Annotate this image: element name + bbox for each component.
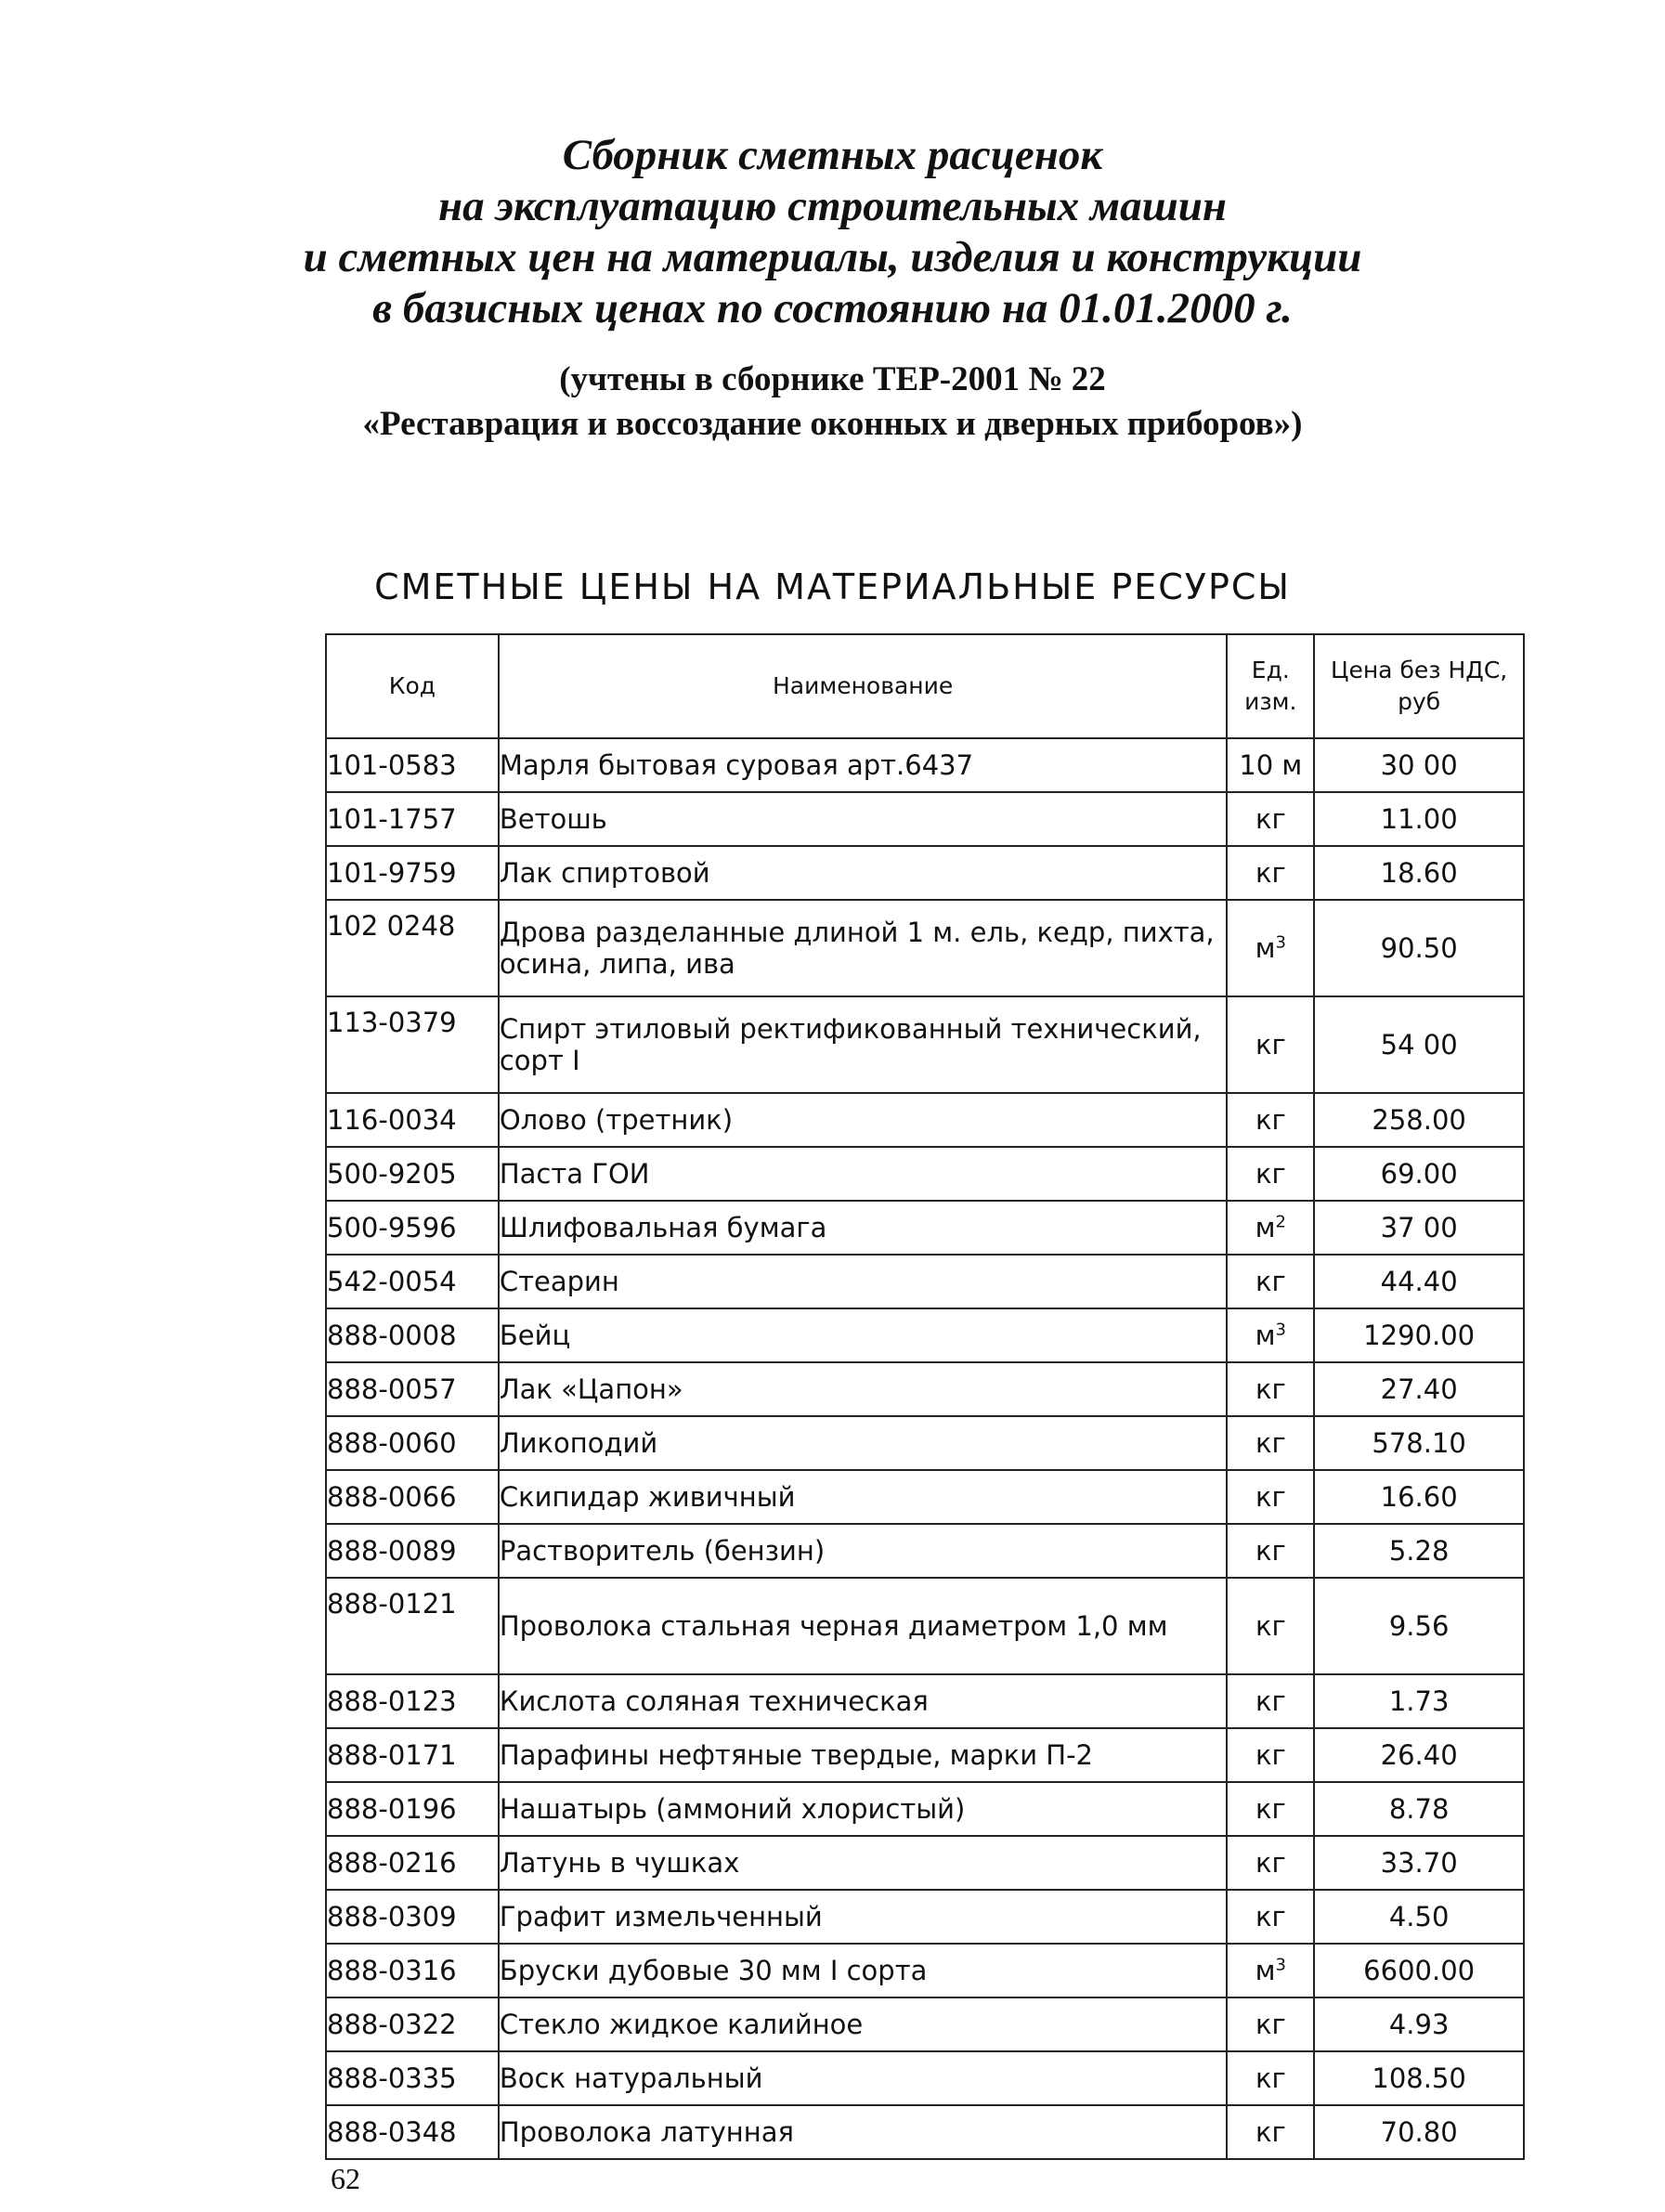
cell-code: 888-0123 bbox=[326, 1674, 499, 1728]
unit-text: м bbox=[1255, 932, 1276, 964]
cell-price: 258.00 bbox=[1314, 1093, 1524, 1147]
table-row bbox=[326, 1782, 1524, 1836]
cell-code: 888-0335 bbox=[326, 2051, 499, 2105]
cell-price: 54 00 bbox=[1314, 996, 1524, 1093]
cell-name: Кислота соляная техническая bbox=[499, 1674, 1228, 1728]
cell-name: Графит измельченный bbox=[499, 1890, 1228, 1944]
table-row bbox=[326, 1578, 1524, 1674]
cell-unit bbox=[1227, 1093, 1314, 1147]
cell-price: 33.70 bbox=[1314, 1836, 1524, 1890]
cell-unit bbox=[1227, 792, 1314, 846]
header-unit bbox=[1227, 634, 1314, 738]
cell-price: 30 00 bbox=[1314, 738, 1524, 792]
cell-code: 102 0248 bbox=[326, 900, 499, 996]
unit-text: кг bbox=[1255, 2062, 1286, 2094]
cell-name: Марля бытовая суровая арт.6437 bbox=[499, 738, 1228, 792]
section-title: СМЕТНЫЕ ЦЕНЫ НА МАТЕРИАЛЬНЫЕ РЕСУРСЫ bbox=[374, 566, 1291, 607]
header-unit-line2: изм. bbox=[1244, 688, 1297, 715]
unit-text: м bbox=[1255, 1320, 1276, 1351]
cell-code: 542-0054 bbox=[326, 1255, 499, 1308]
cell-name: Лак «Цапон» bbox=[499, 1362, 1228, 1416]
cell-price: 5.28 bbox=[1314, 1524, 1524, 1578]
unit-text: кг bbox=[1255, 1739, 1286, 1771]
unit-text: кг bbox=[1255, 1373, 1286, 1405]
cell-price: 26.40 bbox=[1314, 1728, 1524, 1782]
cell-unit bbox=[1227, 1782, 1314, 1836]
table-row bbox=[326, 1201, 1524, 1255]
header-name: Наименование bbox=[499, 634, 1228, 738]
cell-unit bbox=[1227, 846, 1314, 900]
cell-code: 101-9759 bbox=[326, 846, 499, 900]
cell-code: 888-0322 bbox=[326, 1997, 499, 2051]
unit-text: кг bbox=[1255, 1685, 1286, 1717]
cell-unit bbox=[1227, 1997, 1314, 2051]
cell-price: 16.60 bbox=[1314, 1470, 1524, 1524]
cell-name: Ликоподий bbox=[499, 1416, 1228, 1470]
cell-name: Олово (третник) bbox=[499, 1093, 1228, 1147]
unit-text: кг bbox=[1255, 857, 1286, 889]
title-line-1: Сборник сметных расценок bbox=[562, 131, 1103, 179]
unit-text: м bbox=[1255, 1212, 1276, 1243]
unit-exponent: 3 bbox=[1275, 932, 1286, 953]
cell-unit bbox=[1227, 1674, 1314, 1728]
cell-name: Скипидар живичный bbox=[499, 1470, 1228, 1524]
cell-code: 888-0309 bbox=[326, 1890, 499, 1944]
table-row bbox=[326, 1416, 1524, 1470]
cell-code: 888-0216 bbox=[326, 1836, 499, 1890]
cell-price: 27.40 bbox=[1314, 1362, 1524, 1416]
table-row bbox=[326, 1944, 1524, 1997]
table-row bbox=[326, 1674, 1524, 1728]
cell-code: 888-0196 bbox=[326, 1782, 499, 1836]
unit-text: м bbox=[1255, 1955, 1276, 1986]
cell-name: Бруски дубовые 30 мм I сорта bbox=[499, 1944, 1228, 1997]
cell-name: Растворитель (бензин) bbox=[499, 1524, 1228, 1578]
unit-text: кг bbox=[1255, 1266, 1286, 1297]
title-line-3: и сметных цен на материалы, изделия и конструкции bbox=[303, 233, 1362, 281]
cell-code: 888-0121 bbox=[326, 1578, 499, 1674]
cell-name: Паста ГОИ bbox=[499, 1147, 1228, 1201]
cell-price: 90.50 bbox=[1314, 900, 1524, 996]
cell-price: 1290.00 bbox=[1314, 1308, 1524, 1362]
cell-price: 8.78 bbox=[1314, 1782, 1524, 1836]
unit-text: кг bbox=[1255, 803, 1286, 835]
table-row bbox=[326, 1147, 1524, 1201]
cell-unit bbox=[1227, 2051, 1314, 2105]
cell-unit bbox=[1227, 1728, 1314, 1782]
table-row bbox=[326, 1524, 1524, 1578]
unit-text: кг bbox=[1255, 2009, 1286, 2040]
unit-exponent: 2 bbox=[1275, 1212, 1286, 1232]
cell-unit bbox=[1227, 1416, 1314, 1470]
unit-text: кг bbox=[1255, 1535, 1286, 1567]
subtitle-line-1: (учтены в сборнике ТЕР-2001 № 22 bbox=[559, 360, 1106, 398]
table-row bbox=[326, 1255, 1524, 1308]
document-subtitle bbox=[0, 358, 1665, 447]
cell-unit bbox=[1227, 738, 1314, 792]
unit-text: кг bbox=[1255, 1158, 1286, 1190]
cell-code: 888-0089 bbox=[326, 1524, 499, 1578]
header-price bbox=[1314, 634, 1524, 738]
unit-exponent: 3 bbox=[1275, 1320, 1286, 1340]
cell-price: 4.50 bbox=[1314, 1890, 1524, 1944]
cell-unit bbox=[1227, 1944, 1314, 1997]
cell-price: 578.10 bbox=[1314, 1416, 1524, 1470]
cell-code: 500-9596 bbox=[326, 1201, 499, 1255]
cell-unit bbox=[1227, 1147, 1314, 1201]
cell-name: Дрова разделанные длиной 1 м. ель, кедр, пихта, осина, липа, ива bbox=[499, 900, 1228, 996]
cell-name: Бейц bbox=[499, 1308, 1228, 1362]
table-row bbox=[326, 900, 1524, 996]
unit-text: кг bbox=[1255, 1029, 1286, 1060]
cell-unit bbox=[1227, 996, 1314, 1093]
document-title bbox=[0, 130, 1665, 334]
cell-code: 113-0379 bbox=[326, 996, 499, 1093]
cell-name: Стекло жидкое калийное bbox=[499, 1997, 1228, 2051]
table-row bbox=[326, 1308, 1524, 1362]
header-price-line1: Цена без НДС, bbox=[1331, 657, 1508, 683]
cell-name: Стеарин bbox=[499, 1255, 1228, 1308]
table-row bbox=[326, 1728, 1524, 1782]
cell-unit bbox=[1227, 900, 1314, 996]
title-line-2: на эксплуатацию строительных машин bbox=[438, 182, 1227, 230]
cell-code: 101-0583 bbox=[326, 738, 499, 792]
cell-code: 500-9205 bbox=[326, 1147, 499, 1201]
cell-code: 888-0316 bbox=[326, 1944, 499, 1997]
cell-unit bbox=[1227, 1201, 1314, 1255]
cell-unit bbox=[1227, 1470, 1314, 1524]
cell-name: Лак спиртовой bbox=[499, 846, 1228, 900]
cell-unit bbox=[1227, 1362, 1314, 1416]
cell-unit bbox=[1227, 1578, 1314, 1674]
cell-unit bbox=[1227, 1308, 1314, 1362]
cell-name: Проволока стальная черная диаметром 1,0 мм bbox=[499, 1578, 1228, 1674]
table-row bbox=[326, 1470, 1524, 1524]
table-row bbox=[326, 846, 1524, 900]
cell-name: Шлифовальная бумага bbox=[499, 1201, 1228, 1255]
cell-code: 101-1757 bbox=[326, 792, 499, 846]
table-row bbox=[326, 2051, 1524, 2105]
cell-unit bbox=[1227, 1890, 1314, 1944]
cell-name: Проволока латунная bbox=[499, 2105, 1228, 2159]
cell-price: 9.56 bbox=[1314, 1578, 1524, 1674]
header-unit-line1: Ед. bbox=[1251, 657, 1290, 683]
cell-name: Ветошь bbox=[499, 792, 1228, 846]
cell-code: 888-0008 bbox=[326, 1308, 499, 1362]
table-body bbox=[326, 738, 1524, 2159]
cell-name: Латунь в чушках bbox=[499, 1836, 1228, 1890]
table-row bbox=[326, 1890, 1524, 1944]
cell-name: Спирт этиловый ректификованный технический, сорт I bbox=[499, 996, 1228, 1093]
unit-text: кг bbox=[1255, 1793, 1286, 1825]
page-number: 62 bbox=[331, 2162, 360, 2195]
unit-text: кг bbox=[1255, 1481, 1286, 1513]
header-code: Код bbox=[326, 634, 499, 738]
cell-code: 888-0057 bbox=[326, 1362, 499, 1416]
cell-price: 44.40 bbox=[1314, 1255, 1524, 1308]
cell-price: 4.93 bbox=[1314, 1997, 1524, 2051]
unit-text: кг bbox=[1255, 2116, 1286, 2148]
table-row bbox=[326, 1362, 1524, 1416]
table-row bbox=[326, 1093, 1524, 1147]
table-row bbox=[326, 996, 1524, 1093]
table-row bbox=[326, 792, 1524, 846]
table-row bbox=[326, 2105, 1524, 2159]
cell-price: 37 00 bbox=[1314, 1201, 1524, 1255]
unit-text: кг bbox=[1255, 1847, 1286, 1879]
cell-price: 6600.00 bbox=[1314, 1944, 1524, 1997]
title-line-4: в базисных ценах по состоянию на 01.01.2000 г. bbox=[372, 284, 1293, 332]
unit-text: 10 м bbox=[1239, 749, 1303, 781]
unit-text: кг bbox=[1255, 1104, 1286, 1136]
price-table bbox=[325, 633, 1525, 2160]
cell-code: 888-0171 bbox=[326, 1728, 499, 1782]
cell-price: 70.80 bbox=[1314, 2105, 1524, 2159]
cell-code: 116-0034 bbox=[326, 1093, 499, 1147]
header-price-line2: руб bbox=[1398, 688, 1441, 715]
cell-unit bbox=[1227, 1836, 1314, 1890]
cell-price: 18.60 bbox=[1314, 846, 1524, 900]
cell-code: 888-0060 bbox=[326, 1416, 499, 1470]
cell-unit bbox=[1227, 1255, 1314, 1308]
table-header-row bbox=[326, 634, 1524, 738]
unit-text: кг bbox=[1255, 1610, 1286, 1642]
cell-name: Нашатырь (аммоний хлористый) bbox=[499, 1782, 1228, 1836]
unit-text: кг bbox=[1255, 1427, 1286, 1459]
cell-unit bbox=[1227, 2105, 1314, 2159]
unit-exponent: 3 bbox=[1275, 1955, 1286, 1975]
cell-price: 11.00 bbox=[1314, 792, 1524, 846]
cell-unit bbox=[1227, 1524, 1314, 1578]
cell-code: 888-0348 bbox=[326, 2105, 499, 2159]
subtitle-line-2: «Реставрация и воссоздание оконных и дверных приборов») bbox=[362, 405, 1303, 443]
cell-price: 69.00 bbox=[1314, 1147, 1524, 1201]
table-row bbox=[326, 1836, 1524, 1890]
cell-price: 1.73 bbox=[1314, 1674, 1524, 1728]
unit-text: кг bbox=[1255, 1901, 1286, 1932]
cell-price: 108.50 bbox=[1314, 2051, 1524, 2105]
table-row bbox=[326, 1997, 1524, 2051]
cell-code: 888-0066 bbox=[326, 1470, 499, 1524]
cell-name: Воск натуральный bbox=[499, 2051, 1228, 2105]
cell-name: Парафины нефтяные твердые, марки П-2 bbox=[499, 1728, 1228, 1782]
table-row bbox=[326, 738, 1524, 792]
